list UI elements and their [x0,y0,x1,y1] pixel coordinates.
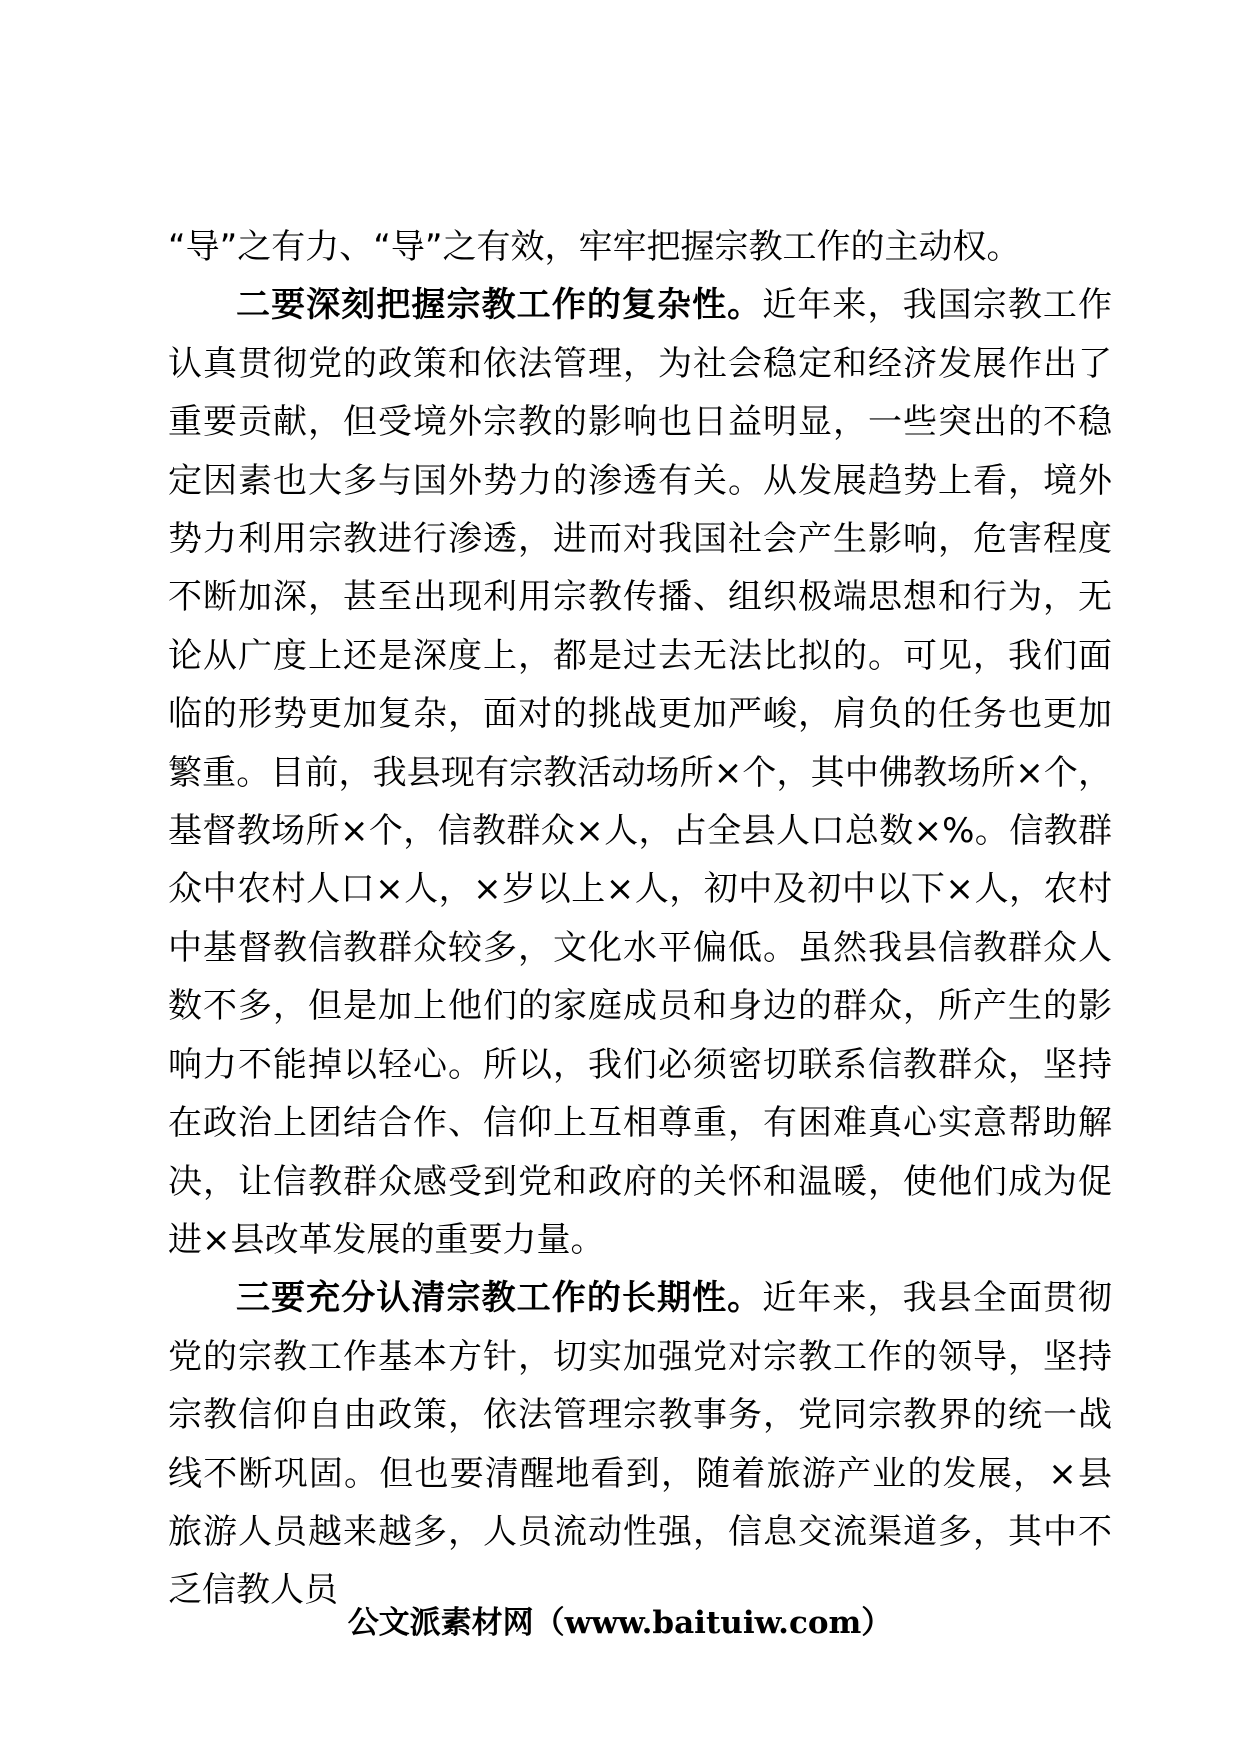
paragraph-long-term [168,1269,1112,1619]
page-footer: 公文派素材网（www.baituiw.com） [347,1605,893,1641]
paragraph-text: 近年来，我国宗教工作认真贯彻党的政策和依法管理，为社会稳定和经济发展作出了重要贡献，但受境外宗教的影响也日益明显，一些突出的不稳定因素也大多与国外势力的渗透有关。从发展趋势上看，境外势力利用宗教进行渗透，进而对我国社会产生影响，危害程度不断加深，甚至出现利用宗教传播、组织极端思想和行为，无论从广度上还是深度上，都是过去无法比拟的。可见，我们面临的形势更加复杂，面对的挑战更加严峻，肩负的任务也更加繁重。目前，我县现有宗教活动场所×个，其中佛教场所×个，基督教场所×个，信教群众×人，占全县人口总数×%。信教群众中农村人口×人，×岁以上×人，初中及初中以下×人，农村中基督教信教群众较多，文化水平偏低。虽然我县信教群众人数不多，但是加上他们的家庭成员和身边的群众，所产生的影响力不能掉以轻心。所以，我们必须密切联系信教群众，坚持在政治上团结合作、信仰上互相尊重，有困难真心实意帮助解决，让信教群众感受到党和政府的关怀和温暖，使他们成为促进×县改革发展的重要力量。 [168,285,1112,1260]
paragraph-text: 近年来，我县全面贯彻党的宗教工作基本方针，切实加强党对宗教工作的领导，坚持宗教信仰自由政策，依法管理宗教事务，党同宗教界的统一战线不断巩固。但也要清醒地看到，随着旅游产业的发展，×县旅游人员越来越多，人员流动性强，信息交流渠道多，其中不乏信教人员 [168,1278,1112,1611]
paragraph-complexity [168,276,1112,1269]
paragraph-continuation [168,218,1112,276]
document-body [168,218,1112,1620]
paragraph-heading: 二要深刻把握宗教工作的复杂性。 [236,285,763,326]
paragraph-heading: 三要充分认清宗教工作的长期性。 [236,1278,763,1319]
paragraph-text: “导”之有力、“导”之有效，牢牢把握宗教工作的主动权。 [168,227,1021,267]
